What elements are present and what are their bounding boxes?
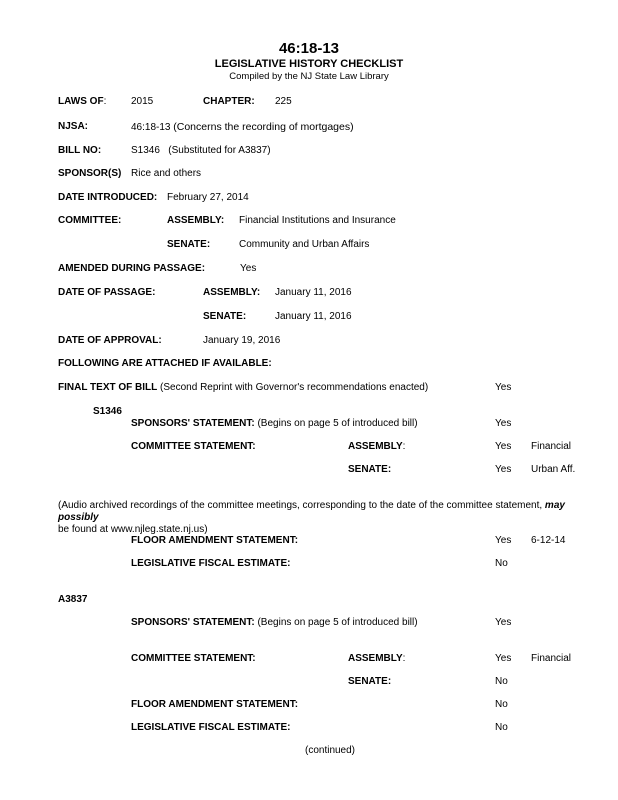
- chapter-value: 225: [275, 96, 292, 107]
- a3837-senate-value: No: [495, 676, 508, 687]
- a3837-floor-label: FLOOR AMENDMENT STATEMENT:: [131, 699, 299, 710]
- s1346-senate-value: Yes: [495, 464, 512, 475]
- a3837-assembly-label: ASSEMBLY:: [348, 653, 406, 664]
- a3837-floor-value: No: [495, 699, 508, 710]
- amended-label: AMENDED DURING PASSAGE:: [58, 263, 206, 274]
- final-text-value: Yes: [495, 382, 512, 393]
- s1346-floor-value: Yes: [495, 535, 512, 546]
- a3837-committee-label: COMMITTEE STATEMENT:: [131, 653, 256, 664]
- committee-assembly-value: Financial Institutions and Insurance: [239, 215, 396, 226]
- compiled-by: Compiled by the NJ State Law Library: [229, 71, 389, 82]
- njsa-value: 46:18-13 (Concerns the recording of mortgages): [131, 121, 354, 133]
- page-title: 46:18-13: [278, 40, 340, 57]
- page-subtitle: LEGISLATIVE HISTORY CHECKLIST: [214, 58, 404, 70]
- a3837-fiscal-value: No: [495, 722, 508, 733]
- chapter-label: CHAPTER:: [203, 96, 255, 107]
- passage-senate-value: January 11, 2016: [275, 311, 352, 322]
- s1346-floor-label: FLOOR AMENDMENT STATEMENT:: [131, 535, 299, 546]
- s1346-committee-label: COMMITTEE STATEMENT:: [131, 441, 256, 452]
- amended-value: Yes: [240, 263, 257, 274]
- following-heading: FOLLOWING ARE ATTACHED IF AVAILABLE:: [58, 358, 272, 369]
- passage-assembly-label: ASSEMBLY:: [203, 287, 261, 298]
- s1346-sponsors-label: SPONSORS' STATEMENT: (Begins on page 5 of introduced bill): [131, 418, 418, 429]
- s1346-fiscal-value: No: [495, 558, 508, 569]
- a3837-sponsors-label: SPONSORS' STATEMENT: (Begins on page 5 of introduced bill): [131, 617, 418, 628]
- s1346-floor-note: 6-12-14: [531, 535, 566, 546]
- passage-assembly-value: January 11, 2016: [275, 287, 352, 298]
- a3837-fiscal-label: LEGISLATIVE FISCAL ESTIMATE:: [131, 722, 291, 733]
- final-text-label: FINAL TEXT OF BILL (Second Reprint with Governor's recommendations enacted): [58, 382, 429, 393]
- laws-of-value: 2015: [131, 96, 154, 107]
- a3837-bill-heading: A3837: [58, 594, 88, 605]
- s1346-assembly-note: Financial: [531, 441, 572, 452]
- sponsors-value: Rice and others: [131, 168, 202, 179]
- continued-note: (continued): [304, 745, 356, 756]
- s1346-assembly-value: Yes: [495, 441, 512, 452]
- audio-note: (Audio archived recordings of the committee meetings, corresponding to the date of the committee statement, may possibly be found at www.njleg.state.nj.us): [58, 500, 565, 535]
- a3837-sponsors-value: Yes: [495, 617, 512, 628]
- bill-no-label: BILL NO:: [58, 145, 102, 156]
- committee-senate-value: Community and Urban Affairs: [239, 239, 370, 250]
- laws-of-label: LAWS OF:: [58, 96, 107, 107]
- committee-senate-label: SENATE:: [167, 239, 211, 250]
- passage-senate-label: SENATE:: [203, 311, 247, 322]
- a3837-assembly-value: Yes: [495, 653, 512, 664]
- s1346-senate-label: SENATE:: [348, 464, 392, 475]
- s1346-bill-heading: S1346: [93, 406, 122, 417]
- bill-no-value: S1346 (Substituted for A3837): [131, 145, 271, 156]
- committee-assembly-label: ASSEMBLY:: [167, 215, 225, 226]
- njsa-label: NJSA:: [58, 121, 89, 132]
- s1346-senate-note: Urban Aff.: [531, 464, 576, 475]
- date-introduced-label: DATE INTRODUCED:: [58, 192, 158, 203]
- committee-label: COMMITTEE:: [58, 215, 122, 226]
- date-of-approval-label: DATE OF APPROVAL:: [58, 335, 162, 346]
- a3837-assembly-note: Financial: [531, 653, 572, 664]
- date-of-passage-label: DATE OF PASSAGE:: [58, 287, 156, 298]
- s1346-assembly-label: ASSEMBLY:: [348, 441, 406, 452]
- sponsors-label: SPONSOR(S): [58, 168, 122, 179]
- a3837-senate-label: SENATE:: [348, 676, 392, 687]
- s1346-fiscal-label: LEGISLATIVE FISCAL ESTIMATE:: [131, 558, 291, 569]
- s1346-sponsors-value: Yes: [495, 418, 512, 429]
- date-of-approval-value: January 19, 2016: [203, 335, 281, 346]
- date-introduced-value: February 27, 2014: [167, 192, 249, 203]
